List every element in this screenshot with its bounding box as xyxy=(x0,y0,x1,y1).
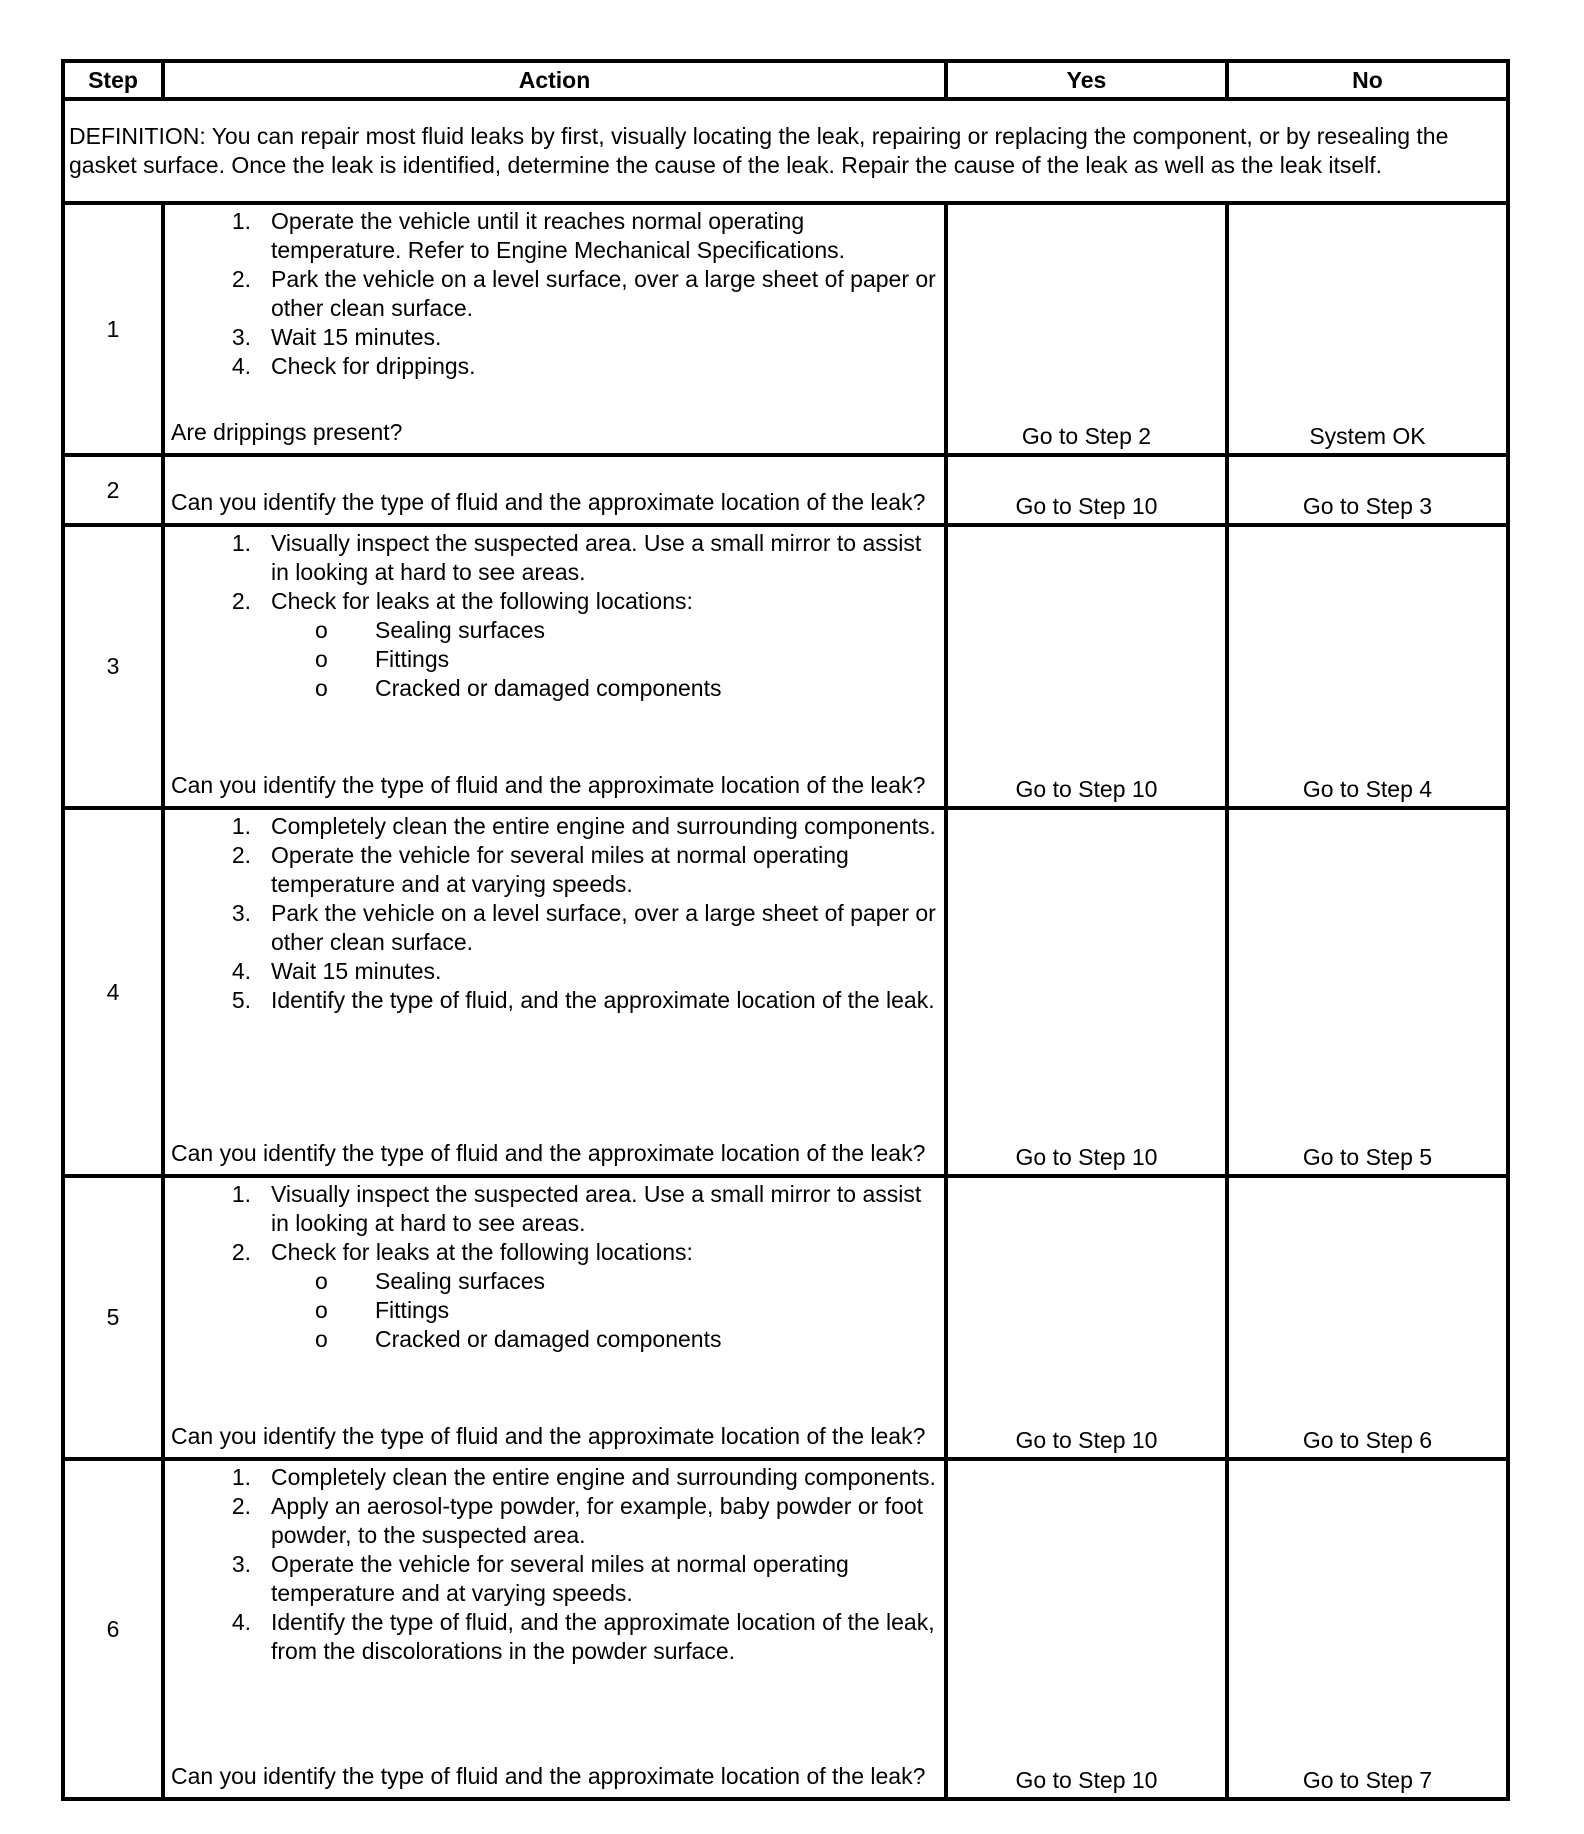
bullet-icon: o xyxy=(315,1297,328,1323)
question-text: Can you identify the type of fluid and the approximate location of the leak? xyxy=(171,1763,926,1789)
item-text: Check for drippings. xyxy=(271,353,476,379)
location-text: Fittings xyxy=(375,646,450,672)
item-text: Apply an aerosol-type powder, for example, baby powder or foot powder, to the suspected area. xyxy=(271,1493,924,1548)
item-number: 1. xyxy=(231,813,251,839)
item-number: 2. xyxy=(231,842,251,868)
step-number: 5 xyxy=(63,1176,163,1459)
item-text: Check for leaks at the following locations: xyxy=(271,588,693,614)
yes-result: Go to Step 10 xyxy=(946,1176,1227,1459)
question-text: Can you identify the type of fluid and the approximate location of the leak? xyxy=(171,489,926,515)
step-number: 1 xyxy=(63,203,163,455)
header-action: Action xyxy=(163,61,946,99)
action-step-item xyxy=(171,1608,938,1666)
no-result: Go to Step 7 xyxy=(1227,1459,1508,1799)
bullet-icon: o xyxy=(315,1268,328,1294)
action-cell xyxy=(163,455,946,525)
no-result: Go to Step 3 xyxy=(1227,455,1508,525)
item-text: Completely clean the entire engine and surrounding components. xyxy=(271,813,936,839)
definition-row xyxy=(63,99,1508,203)
item-number: 4. xyxy=(231,353,251,379)
location-text: Sealing surfaces xyxy=(375,1268,546,1294)
location-bullet-item xyxy=(315,674,938,703)
location-text: Fittings xyxy=(375,1297,450,1323)
item-text: Visually inspect the suspected area. Use a small mirror to assist in looking at hard to see areas. xyxy=(271,1181,922,1236)
definition-text: DEFINITION: You can repair most fluid leaks by first, visually locating the leak, repairing or replacing the component, or by resealing the gasket surface. Once the leak is identified, determine the cause of the leak. Repair the cause of the leak as well as the leak itself. xyxy=(63,99,1508,203)
question-text: Can you identify the type of fluid and the approximate location of the leak? xyxy=(171,772,926,798)
action-step-item xyxy=(171,1238,938,1267)
item-number: 2. xyxy=(231,266,251,292)
diagnostic-table xyxy=(61,59,1510,1801)
step-row xyxy=(63,455,1508,525)
action-step-item xyxy=(171,352,938,381)
action-step-item xyxy=(171,207,938,265)
action-cell xyxy=(163,1459,946,1799)
no-result: Go to Step 5 xyxy=(1227,808,1508,1176)
item-number: 2. xyxy=(231,1493,251,1519)
action-step-item xyxy=(171,1180,938,1238)
location-text: Cracked or damaged components xyxy=(375,1326,722,1352)
location-text: Cracked or damaged components xyxy=(375,675,722,701)
bullet-icon: o xyxy=(315,646,328,672)
yes-result: Go to Step 10 xyxy=(946,1459,1227,1799)
action-step-item xyxy=(171,899,938,957)
item-number: 5. xyxy=(231,987,251,1013)
header-no: No xyxy=(1227,61,1508,99)
question-text: Can you identify the type of fluid and the approximate location of the leak? xyxy=(171,1140,926,1166)
action-step-item xyxy=(171,265,938,323)
step-row xyxy=(63,1459,1508,1799)
question-text: Can you identify the type of fluid and the approximate location of the leak? xyxy=(171,1423,926,1449)
step-row xyxy=(63,525,1508,808)
item-number: 4. xyxy=(231,1609,251,1635)
item-text: Operate the vehicle for several miles at normal operating temperature and at varying speeds. xyxy=(271,1551,849,1606)
action-step-item xyxy=(171,986,938,1015)
no-result: System OK xyxy=(1227,203,1508,455)
item-text: Operate the vehicle until it reaches normal operating temperature. Refer to Engine Mechanical Specifications. xyxy=(271,208,846,263)
step-number: 6 xyxy=(63,1459,163,1799)
item-text: Park the vehicle on a level surface, over a large sheet of paper or other clean surface. xyxy=(271,900,936,955)
location-bullet-item xyxy=(315,1267,938,1296)
item-text: Completely clean the entire engine and surrounding components. xyxy=(271,1464,936,1490)
header-row xyxy=(63,61,1508,99)
header-yes: Yes xyxy=(946,61,1227,99)
step-row xyxy=(63,808,1508,1176)
action-step-item xyxy=(171,957,938,986)
item-number: 2. xyxy=(231,588,251,614)
item-number: 3. xyxy=(231,1551,251,1577)
bullet-icon: o xyxy=(315,617,328,643)
item-number: 1. xyxy=(231,530,251,556)
action-cell xyxy=(163,1176,946,1459)
item-number: 1. xyxy=(231,1181,251,1207)
action-step-item xyxy=(171,323,938,352)
action-step-item xyxy=(171,1550,938,1608)
location-text: Sealing surfaces xyxy=(375,617,546,643)
location-bullet-item xyxy=(315,645,938,674)
yes-result: Go to Step 10 xyxy=(946,455,1227,525)
item-text: Wait 15 minutes. xyxy=(271,324,442,350)
action-cell xyxy=(163,525,946,808)
step-row xyxy=(63,1176,1508,1459)
item-number: 3. xyxy=(231,900,251,926)
no-result: Go to Step 6 xyxy=(1227,1176,1508,1459)
item-text: Park the vehicle on a level surface, over a large sheet of paper or other clean surface. xyxy=(271,266,936,321)
action-step-item xyxy=(171,1463,938,1492)
action-step-item xyxy=(171,529,938,587)
item-text: Wait 15 minutes. xyxy=(271,958,442,984)
step-row xyxy=(63,203,1508,455)
action-step-item xyxy=(171,812,938,841)
no-result: Go to Step 4 xyxy=(1227,525,1508,808)
yes-result: Go to Step 2 xyxy=(946,203,1227,455)
item-text: Check for leaks at the following locations: xyxy=(271,1239,693,1265)
header-step: Step xyxy=(63,61,163,99)
location-bullet-item xyxy=(315,1325,938,1354)
item-number: 1. xyxy=(231,1464,251,1490)
item-number: 1. xyxy=(231,208,251,234)
yes-result: Go to Step 10 xyxy=(946,525,1227,808)
question-text: Are drippings present? xyxy=(171,419,403,445)
item-number: 3. xyxy=(231,324,251,350)
item-number: 4. xyxy=(231,958,251,984)
action-step-item xyxy=(171,841,938,899)
step-number: 4 xyxy=(63,808,163,1176)
action-step-item xyxy=(171,587,938,616)
action-cell xyxy=(163,808,946,1176)
item-text: Visually inspect the suspected area. Use a small mirror to assist in looking at hard to see areas. xyxy=(271,530,922,585)
action-step-item xyxy=(171,1492,938,1550)
yes-result: Go to Step 10 xyxy=(946,808,1227,1176)
item-text: Operate the vehicle for several miles at normal operating temperature and at varying speeds. xyxy=(271,842,849,897)
step-number: 3 xyxy=(63,525,163,808)
bullet-icon: o xyxy=(315,1326,328,1352)
location-bullet-item xyxy=(315,616,938,645)
location-bullet-item xyxy=(315,1296,938,1325)
item-text: Identify the type of fluid, and the approximate location of the leak. xyxy=(271,987,935,1013)
bullet-icon: o xyxy=(315,675,328,701)
step-number: 2 xyxy=(63,455,163,525)
action-cell xyxy=(163,203,946,455)
item-text: Identify the type of fluid, and the approximate location of the leak, from the discolorations in the powder surface. xyxy=(271,1609,935,1664)
item-number: 2. xyxy=(231,1239,251,1265)
